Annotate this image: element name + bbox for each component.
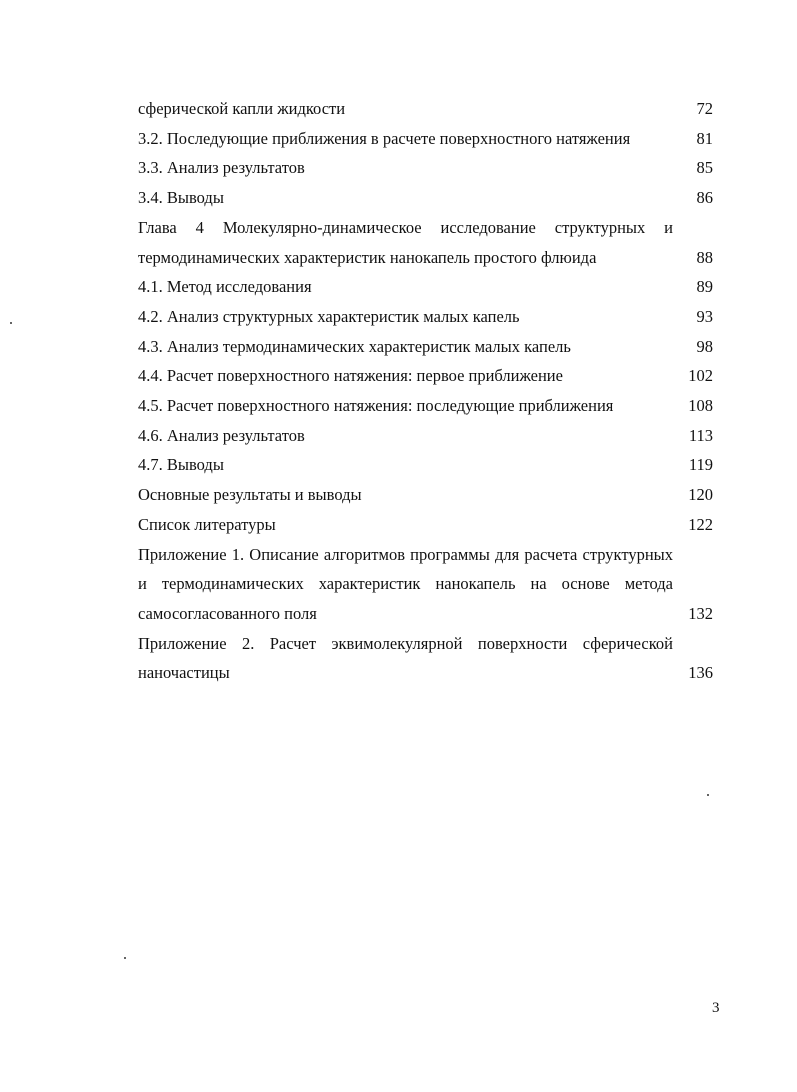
toc-entry [138, 510, 713, 540]
toc-entry-page: 113 [688, 425, 713, 445]
toc-entry-page: 98 [696, 336, 713, 356]
toc-entry-title: Основные результаты и выводы [138, 485, 362, 505]
scan-speck [707, 794, 709, 796]
toc-entry [138, 332, 713, 362]
toc-entry [138, 124, 713, 154]
toc-entry-page: 102 [688, 366, 713, 386]
toc-entry-title: 4.5. Расчет поверхностного натяжения: последующие приближения [138, 396, 614, 416]
toc-entry-page: 119 [688, 455, 713, 475]
toc-entry [138, 629, 713, 688]
toc-entry-title: 4.7. Выводы [138, 455, 224, 475]
toc-entry [138, 272, 713, 302]
toc-entry-title: Глава 4 Молекулярно-динамическое исследование структурных и термодинамических характеристик нанокапель простого флюида [138, 217, 673, 267]
toc-entry-title: 4.2. Анализ структурных характеристик малых капель [138, 306, 520, 326]
toc-entry-title: 4.6. Анализ результатов [138, 425, 305, 445]
toc-entry-page: 72 [696, 99, 713, 118]
page-number: 3 [712, 1000, 720, 1016]
toc-entry [138, 540, 713, 629]
toc-entry [138, 450, 713, 480]
scan-speck [124, 957, 126, 959]
toc-entry [138, 421, 713, 451]
toc-entry-title: 3.2. Последующие приближения в расчете поверхностного натяжения [138, 128, 631, 148]
toc-entry [138, 361, 713, 391]
table-of-contents [138, 94, 713, 688]
toc-entry-page: 93 [696, 306, 713, 326]
toc-entry [138, 183, 713, 213]
toc-entry-title: Приложение 1. Описание алгоритмов программы для расчета структурных и термодинамических характеристик нанокапель на основе метода самосогласованного поля [138, 544, 673, 623]
toc-entry-page: 89 [696, 277, 713, 297]
scan-speck [10, 322, 12, 324]
toc-entry-title: 4.1. Метод исследования [138, 277, 312, 297]
toc-entry-page: 136 [688, 663, 713, 683]
toc-entry-title: 4.3. Анализ термодинамических характеристик малых капель [138, 336, 571, 356]
toc-entry-page: 120 [688, 485, 713, 505]
toc-entry-page: 85 [696, 158, 713, 178]
toc-entry [138, 94, 713, 124]
toc-entry-page: 86 [696, 188, 713, 208]
toc-entry-title: Приложение 2. Расчет эквимолекулярной поверхности сферической наночастицы [138, 633, 673, 683]
toc-entry-page: 81 [696, 128, 713, 148]
toc-entry-title: 3.4. Выводы [138, 188, 224, 208]
toc-entry-title: Список литературы [138, 514, 276, 534]
toc-entry-page: 108 [688, 396, 713, 416]
toc-entry-page: 88 [696, 247, 713, 267]
toc-entry [138, 480, 713, 510]
toc-entry-title: 4.4. Расчет поверхностного натяжения: первое приближение [138, 366, 563, 386]
toc-entry-title: сферической капли жидкости [138, 99, 346, 118]
toc-entry [138, 153, 713, 183]
toc-entry-page: 132 [688, 603, 713, 623]
toc-entry [138, 302, 713, 332]
toc-entry-title: 3.3. Анализ результатов [138, 158, 305, 178]
toc-entry [138, 213, 713, 272]
toc-entry-page: 122 [688, 514, 713, 534]
toc-entry [138, 391, 713, 421]
